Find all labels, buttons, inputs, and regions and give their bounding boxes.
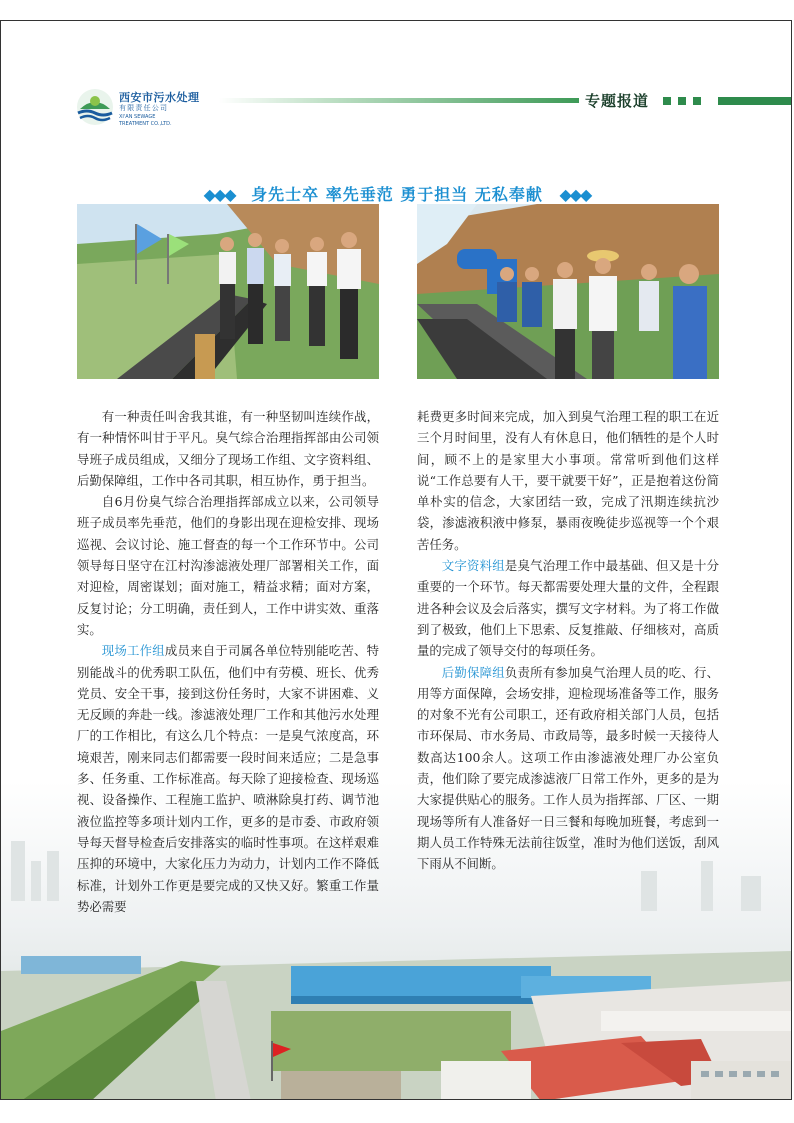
header-square-2 [678, 97, 686, 105]
page-frame [0, 20, 792, 1100]
photo-right [417, 204, 719, 379]
col1-paragraph-3 [77, 640, 379, 917]
logo-name-cn2: 有限责任公司 [119, 104, 169, 112]
logo-name-en-line1: XI'AN SEWAGE [119, 114, 156, 120]
article-column-2 [417, 406, 719, 875]
documents-group-label: 文字资料组 [441, 558, 505, 574]
headline-diamonds-right: ◆◆◆ [559, 185, 591, 204]
logo-name-cn: 西安市污水处理 [119, 91, 200, 104]
col2-paragraph-2 [417, 555, 719, 661]
company-logo [75, 87, 205, 143]
photo-left-image [77, 204, 379, 379]
section-title: 专题报道 [585, 92, 650, 110]
header-square-3 [693, 97, 701, 105]
headline-diamonds-left: ◆◆◆ [203, 185, 235, 204]
headline-text: 身先士卒 率先垂范 勇于担当 无私奉献 [251, 185, 543, 204]
col1-paragraph-1: 有一种责任叫舍我其谁，有一种坚韧叫连续作战，有一种情怀叫甘于平凡。臭气综合治理指挥部由公司领导班子成员组成，又细分了现场工作组、文字资料组、后勤保障组，工作中各司其职，相互协作，勇于担当。 [77, 409, 379, 488]
photo-right-image [417, 204, 719, 379]
col2-paragraph-3-text: 负责所有参加臭气治理人员的吃、行、用等方面保障，会场安排，迎检现场准备等工作，服务的对象不光有公司职工，还有政府相关部门人员，包括市环保局、市水务局、市政局等，最多时候一天接待人数高达100余人。这项工作由渗滤液处理厂办公室负责，他们除了要完成渗滤液厂日常工作外，更多的是为大家提供贴心的服务。工作人员为指挥部、厂区、一期现场等所有人准备好一日三餐和每晚加班餐，考虑到一期人员工作特殊无法前往饭堂，准时为他们送饭，刮风下雨从不间断。 [417, 664, 720, 872]
logo-name-en [119, 114, 172, 128]
field-work-group-label: 现场工作组 [101, 643, 165, 659]
article-column-1 [77, 406, 379, 917]
col2-paragraph-1: 耗费更多时间来完成，加入到臭气治理工程的职工在近三个月时间里，没有人有休息日，他们牺牲的是个人时间，顾不上的是家里大小事项。常常听到他们这样说“工作总要有人干，要干就要干好”，正是抱着这份简单朴实的信念，大家团结一致，完成了汛期连续抗沙袋，渗滤液积液中修泵，暴雨夜晚徒步巡视等一个个艰苦任务。 [417, 409, 719, 552]
photo-left [77, 204, 379, 379]
col1-paragraph-3-text: 成员来自于司属各单位特别能吃苦、特别能战斗的优秀职工队伍，他们中有劳模、班长、优秀党员、安全干事，接到这份任务时，大家不讲困难、义无反顾的奔赴一线。渗滤液处理厂工作和其他污水处理厂的工作相比，有这么几个特点：一是臭气浓度高，环境艰苦，刚来同志们都需要一段时间来适应；二是急事多、任务重、工作标准高。每天除了迎接检查、现场巡视、设备操作、工程施工监护、喷淋除臭打药、调节池液位监控等多项计划内工作，更多的是市委、市政府领导每天督导检查后安排落实的临时性事项。在这样艰难压抑的环境中，大家化压力为动力，计划内工作不降低标准，计划外工作更是要完成的又快又好。繁重工作量势必需要 [77, 643, 380, 914]
logistics-group-label: 后勤保障组 [441, 664, 505, 680]
logo-name-en-line2: TREATMENT CO.,LTD. [119, 121, 172, 127]
col1-paragraph-2: 自6月份臭气综合治理指挥部成立以来，公司领导班子成员率先垂范，他们的身影出现在迎检安排、现场巡视、会议讨论、施工督查的每一个工作环节中。公司领导每日坚守在江村沟渗滤液处理厂部署相关工作，面对迎检，周密谋划；面对施工，精益求精；面对方案，反复讨论；分工明确，责任到人，工作中讲实效、重落实。 [77, 494, 379, 637]
header-gradient-line [219, 98, 579, 103]
article-headline [1, 182, 792, 205]
header-square-1 [663, 97, 671, 105]
logo-emblem-icon [75, 87, 115, 127]
col2-paragraph-3 [417, 662, 719, 875]
header-bar [718, 97, 792, 105]
col2-paragraph-2-text: 是臭气治理工作中最基础、但又是十分重要的一个环节。每天都需要处理大量的文件，全程跟进各种会议及会后落实，撰写文字材料。为了将工作做到了极致，他们上下思索、反复推敲、仔细核对，高质量的完成了领导交付的每项任务。 [417, 558, 720, 659]
